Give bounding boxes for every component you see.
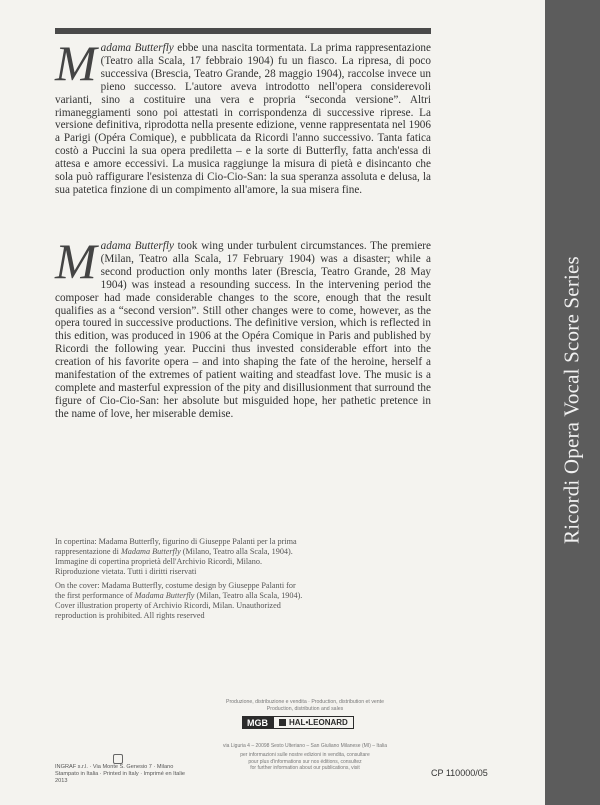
- series-title: Ricordi Opera Vocal Score Series: [559, 256, 584, 544]
- printer-line-1: INGRAF s.r.l. · Via Monte S. Genesio 7 · Milano: [55, 764, 174, 770]
- italian-body: ebbe una nascita tormentata. La prima rappresentazione (Teatro alla Scala, 17 febbraio 1904) fu un fiasco. La ripresa, di poco successiva (Brescia, Teatro Grande, 28 maggio 1904), raccolse invece un pieno successo. L'autore aveva introdotto nell'opera considerevoli varianti, sino a costituire una vera e propria “seconda versione”. Altri rimaneggiamenti sono poi attestati in corrispondenza di successive riprese. La versione definitiva, riprodotta nella presente edizione, venne rappresentata nel 1906 a Parigi (Opéra Comique), e pubblicata da Ricordi l'anno successivo. Tanta fatica costò a Puccini la sua opera prediletta – e la sorte di Butterfly, fatta anch'essa di attesa e amore eccessivi. La musica raggiunge la misura di pietà e disincanto che sola può raffigurare l'esistenza di Cio-Cio-San: la sua speranza assoluta e delusa, la sua patetica finzione di un compimento all'amore, la sua misera fine.: [55, 42, 431, 196]
- info-line-1: per informazioni sulle nostre edizioni in vendita, consultare: [240, 752, 370, 759]
- italian-dropcap: M: [55, 35, 97, 91]
- publisher-logo: [242, 716, 354, 729]
- english-title: adama Butterfly: [100, 240, 174, 252]
- distribution-line-1: Produzione, distribuzione e vendita · Production, distribution et vente: [225, 699, 385, 705]
- info-line-3: for further information about our publications, visit: [250, 764, 360, 771]
- publisher-address: via Liguria 4 – 20098 Sesto Ulteriano – San Giuliano Milanese (MI) – Italia: [223, 743, 387, 749]
- distribution-info: [205, 743, 405, 771]
- ce-mark-icon: [113, 754, 123, 764]
- english-body: took wing under turbulent circumstances. The premiere (Milan, Teatro alla Scala, 17 February 1904) was a disaster; while a second production only months later (Brescia, Teatro Grande, 28 May 1904) was instead a resounding success. In the intervening period the composer had made considerable changes to the score, enough that the result qualifies as a “second version”. Still other changes were to come, however, as the opera toured in successive productions. The definitive version, which is reflected in this edition, was produced in 1906 at the Opéra Comique in Paris and published by Ricordi the following year. Puccini thus invested considerable effort into the creation of his favorite opera – and into shaping the fate of the heroine, herself a manifestation of the extremes of patient waiting and steadfast love. The music is a complete and masterful expression of the pity and disillusionment that surround the figure of Cio-Cio-San: her absolute but misguided hope, her pathetic pretence in the name of love, her miserable demise.: [55, 240, 431, 420]
- mgb-logo: MGB: [242, 716, 273, 729]
- caption-it-title: Madama Butterfly: [120, 547, 181, 556]
- cover-caption-italian: [55, 537, 305, 577]
- distribution-heading: [205, 699, 405, 712]
- printer-line-2: Stampato in Italia · Printed in Italy · Imprimé en Italie 2013: [55, 771, 185, 784]
- cover-caption-english: [55, 581, 305, 621]
- caption-en-title: Madama Butterfly: [134, 591, 195, 600]
- hal-leonard-mark-icon: [279, 719, 286, 726]
- catalog-number: CP 110000/05: [431, 768, 488, 778]
- english-paragraph: [55, 233, 431, 421]
- hal-leonard-logo: [273, 716, 354, 729]
- printer-info: [55, 764, 185, 785]
- italian-paragraph: [55, 35, 431, 197]
- info-line-2: pour plus d'informations sur nos éditions, consultez: [248, 758, 362, 765]
- english-dropcap: M: [55, 233, 97, 289]
- distribution-line-2: Production, distribution and sales: [266, 705, 344, 712]
- caption-en-after: (Milan, Teatro alla Scala, 1904). Cover illustration property of Archivio Ricordi, Milan. Unauthorized reproduction is prohibited. All rights reserved: [55, 591, 303, 620]
- caption-it-after: (Milano, Teatro alla Scala, 1904). Immagine di copertina proprietà dell'Archivio Ricordi, Milano. Riproduzione vietata. Tutti i diritti riservati: [55, 547, 293, 576]
- hal-leonard-text: HAL•LEONARD: [289, 718, 348, 727]
- italian-title: adama Butterfly: [100, 42, 174, 54]
- caption-en-before: On the cover: Madama Butterfly, costume design by Giuseppe Palanti for the first performance of: [55, 581, 296, 600]
- caption-it-before: In copertina: Madama Butterfly, figurino di Giuseppe Palanti per la prima rappresentazione di: [55, 537, 297, 556]
- top-rule: [55, 28, 431, 34]
